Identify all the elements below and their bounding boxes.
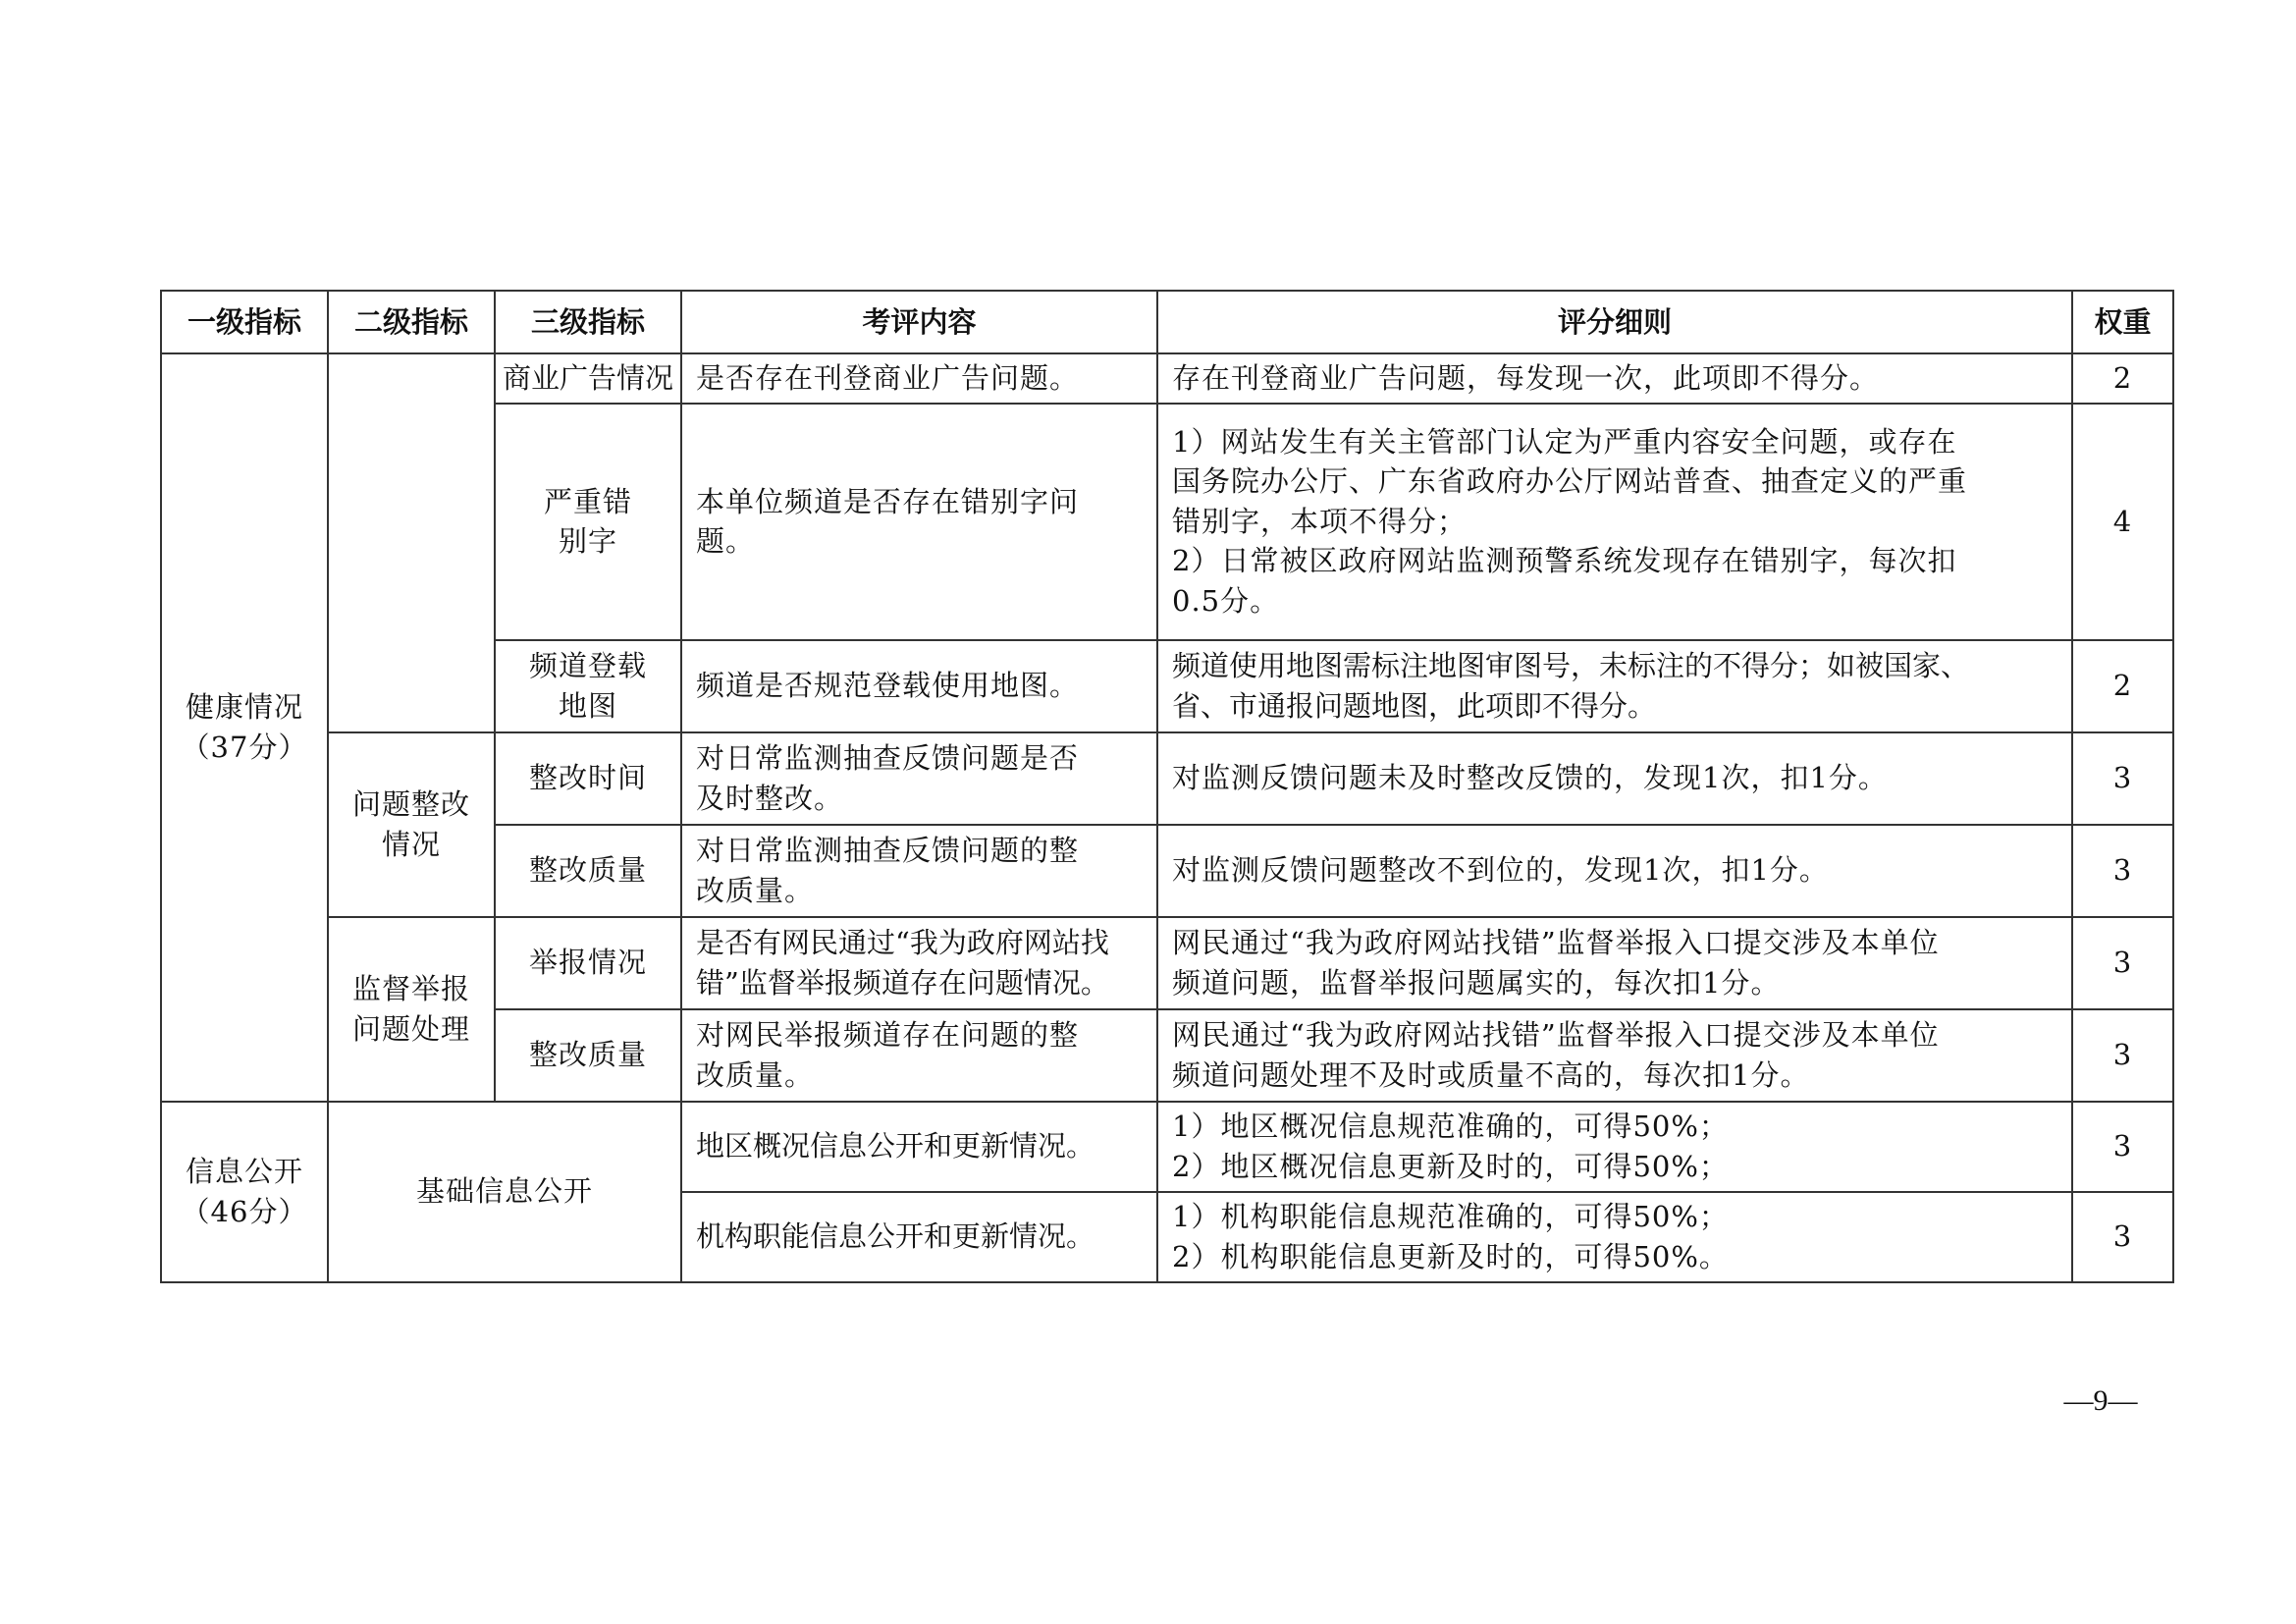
weight-cell: 2 (2072, 353, 2173, 404)
rule-text: 0.5分。 (1172, 583, 1280, 618)
content-text: 机构职能信息公开和更新情况。 (696, 1219, 1095, 1254)
content-cell (681, 917, 1157, 1009)
level3-text: 别字 (558, 524, 617, 559)
rule-text: 网民通过“我为政府网站找错”监督举报入口提交涉及本单位 (1172, 926, 1940, 959)
weight-cell: 3 (2072, 917, 2173, 1009)
evaluation-table (160, 290, 2174, 1283)
rule-text: 1）地区概况信息规范准确的，可得50%； (1172, 1110, 1729, 1143)
level2-text: 问题整改 (351, 787, 470, 821)
rule-text: 2）机构职能信息更新及时的，可得50%。 (1172, 1239, 1729, 1273)
content-cell (681, 1102, 1157, 1192)
rule-cell (1157, 1192, 2072, 1282)
content-text: 对日常监测抽查反馈问题是否 (696, 741, 1080, 775)
content-text: 改质量。 (696, 873, 815, 907)
level3-text: 频道登载 (528, 649, 647, 682)
level3-text: 商业广告情况 (502, 361, 673, 395)
level3-cell (495, 353, 681, 404)
level2-rectification-cell (328, 732, 495, 917)
table-row (161, 1102, 2173, 1192)
rule-text: 1）网站发生有关主管部门认定为严重内容安全问题，或存在 (1172, 424, 1957, 459)
weight-cell: 2 (2072, 640, 2173, 732)
content-text: 对网民举报频道存在问题的整 (696, 1018, 1080, 1052)
level2-report-cell (328, 917, 495, 1102)
level3-cell (495, 917, 681, 1009)
content-cell (681, 825, 1157, 917)
level3-cell (495, 732, 681, 825)
content-text: 是否有网民通过“我为政府网站找 (696, 926, 1109, 959)
rule-text: 频道问题处理不及时或质量不高的，每次扣1分。 (1172, 1057, 1810, 1092)
level3-cell (495, 404, 681, 640)
weight-cell: 3 (2072, 825, 2173, 917)
level2-text: 监督举报 (351, 972, 470, 1005)
rule-text: 2）日常被区政府网站监测预警系统发现存在错别字，每次扣 (1172, 544, 1957, 578)
weight-cell: 3 (2072, 1192, 2173, 1282)
content-cell (681, 732, 1157, 825)
content-text: 题。 (696, 524, 756, 559)
rule-cell (1157, 353, 2072, 404)
level1-health-cell (161, 353, 328, 1102)
level3-text: 整改质量 (528, 853, 647, 888)
weight-cell: 4 (2072, 404, 2173, 640)
rule-cell (1157, 404, 2072, 640)
header-content: 考评内容 (681, 291, 1157, 353)
header-rules: 评分细则 (1157, 291, 2072, 353)
content-text: 是否存在刊登商业广告问题。 (696, 361, 1080, 395)
header-weight: 权重 (2072, 291, 2173, 353)
rule-cell (1157, 917, 2072, 1009)
level3-cell (495, 640, 681, 732)
rule-text: 错别字，本项不得分； (1172, 504, 1468, 538)
level3-text: 整改时间 (528, 761, 647, 795)
page-number: —9— (2063, 1384, 2138, 1417)
rule-text: 国务院办公厅、广东省政府办公厅网站普查、抽查定义的严重 (1172, 464, 1968, 499)
content-text: 及时整改。 (696, 781, 844, 815)
header-level2: 二级指标 (328, 291, 495, 353)
level2-empty-cell (328, 353, 495, 732)
rule-cell (1157, 640, 2072, 732)
level1-info-cell (161, 1102, 328, 1282)
level1-label: 信息公开 (185, 1155, 303, 1188)
level3-text: 整改质量 (528, 1038, 647, 1072)
content-text: 地区概况信息公开和更新情况。 (696, 1129, 1095, 1164)
table-row (161, 353, 2173, 404)
level3-cell (495, 825, 681, 917)
rule-text: 网民通过“我为政府网站找错”监督举报入口提交涉及本单位 (1172, 1018, 1940, 1052)
level1-label: 健康情况 (185, 690, 303, 725)
header-level1: 一级指标 (161, 291, 328, 353)
level1-score: （46分） (181, 1194, 308, 1228)
content-cell (681, 640, 1157, 732)
rule-text: 频道问题，监督举报问题属实的，每次扣1分。 (1172, 965, 1781, 1000)
content-text: 频道是否规范登载使用地图。 (696, 669, 1080, 703)
content-cell (681, 353, 1157, 404)
content-text: 改质量。 (696, 1057, 815, 1092)
header-level3: 三级指标 (495, 291, 681, 353)
rule-text: 2）地区概况信息更新及时的，可得50%； (1172, 1149, 1729, 1183)
rule-cell (1157, 1102, 2072, 1192)
level2-text: 问题处理 (351, 1011, 470, 1046)
rule-text: 对监测反馈问题未及时整改反馈的，发现1次，扣1分。 (1172, 761, 1888, 795)
rule-text: 省、市通报问题地图，此项即不得分。 (1172, 688, 1657, 723)
level2-text: 情况 (381, 827, 441, 861)
rule-text: 1）机构职能信息规范准确的，可得50%； (1172, 1200, 1729, 1233)
level1-score: （37分） (181, 730, 308, 764)
weight-cell: 3 (2072, 1102, 2173, 1192)
level2-basic-cell: 基础信息公开 (328, 1102, 681, 1282)
content-cell (681, 1192, 1157, 1282)
level3-text: 举报情况 (528, 946, 647, 980)
rule-cell (1157, 732, 2072, 825)
level3-cell (495, 1009, 681, 1102)
level3-text: 严重错 (543, 484, 632, 518)
content-text: 错”监督举报频道存在问题情况。 (696, 965, 1109, 1000)
weight-cell: 3 (2072, 1009, 2173, 1102)
content-text: 对日常监测抽查反馈问题的整 (696, 834, 1080, 867)
rule-text: 对监测反馈问题整改不到位的，发现1次，扣1分。 (1172, 853, 1829, 888)
table-row (161, 732, 2173, 825)
table-header-row (161, 291, 2173, 353)
rule-text: 存在刊登商业广告问题，每发现一次，此项即不得分。 (1172, 361, 1880, 395)
level3-text: 地图 (558, 688, 617, 723)
content-cell (681, 404, 1157, 640)
table-row (161, 917, 2173, 1009)
content-text: 本单位频道是否存在错别字问 (696, 484, 1080, 518)
rule-cell (1157, 1009, 2072, 1102)
rule-text: 频道使用地图需标注地图审图号，未标注的不得分；如被国家、 (1172, 649, 1970, 682)
rule-cell (1157, 825, 2072, 917)
weight-cell: 3 (2072, 732, 2173, 825)
content-cell (681, 1009, 1157, 1102)
